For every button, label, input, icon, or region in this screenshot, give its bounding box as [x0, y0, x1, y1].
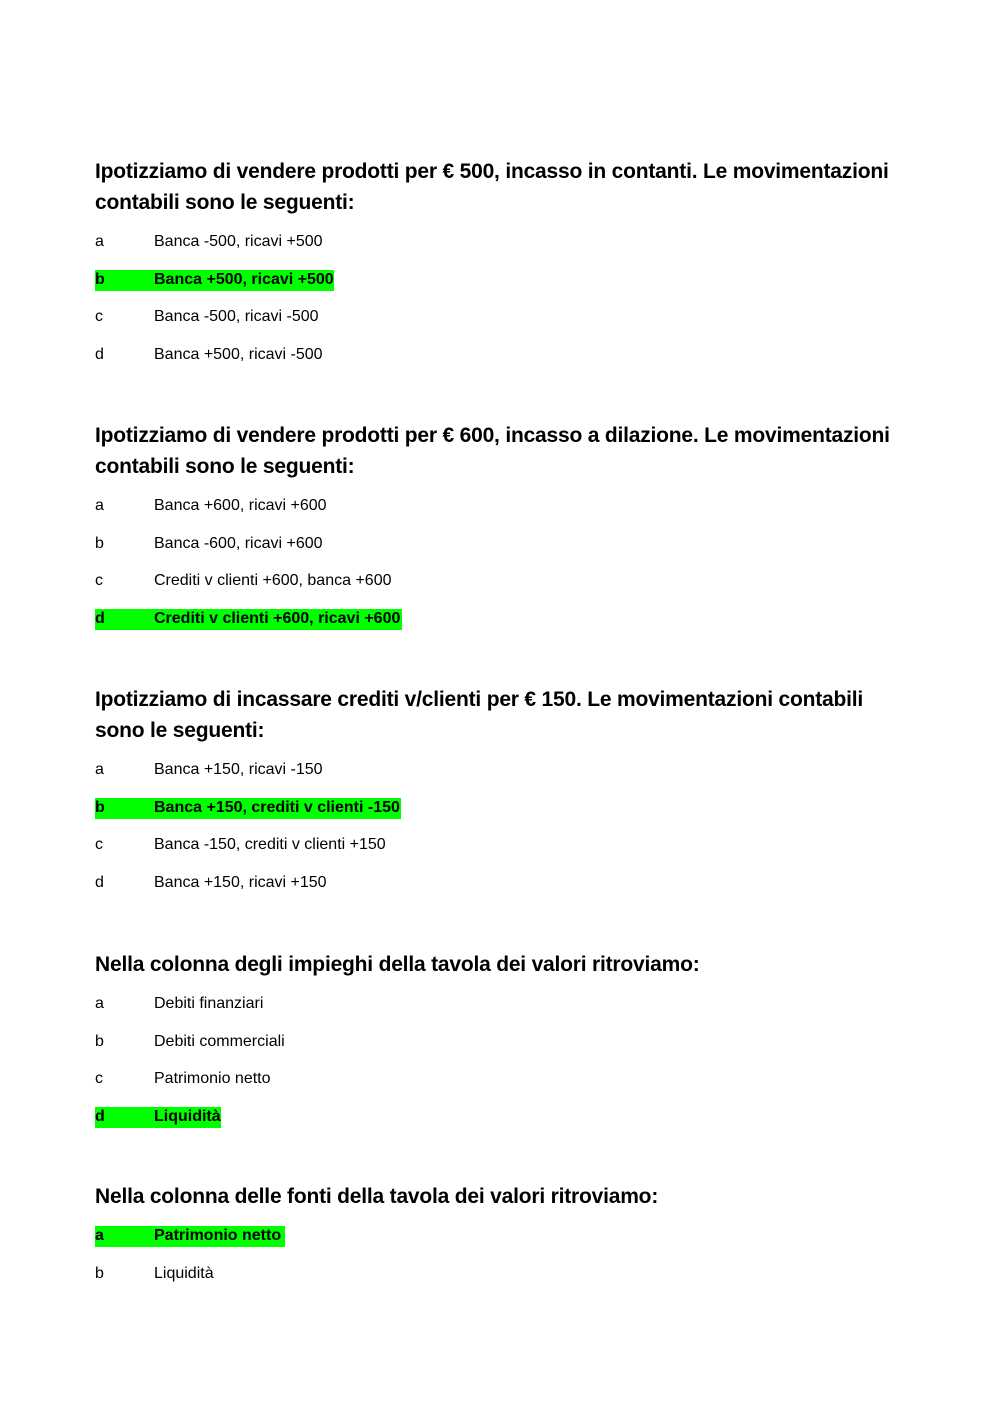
option-letter: c: [95, 1070, 103, 1088]
option-label: Banca +150, crediti v clienti -150: [154, 798, 400, 816]
option-letter: d: [95, 1108, 105, 1126]
option-label: Debiti commerciali: [154, 1032, 285, 1050]
option-c: [95, 1066, 915, 1092]
option-letter: b: [95, 534, 104, 552]
option-label: Banca -500, ricavi -500: [154, 308, 319, 326]
question-text: Ipotizziamo di vendere prodotti per € 600, incasso a dilazione. Le movimentazioni contabili sono le seguenti:: [95, 424, 890, 478]
question-4: [95, 949, 915, 1142]
option-label: Debiti finanziari: [154, 995, 264, 1012]
option-label: Patrimonio netto: [154, 1227, 282, 1244]
option-letter: b: [95, 1032, 104, 1050]
option-a: [95, 493, 915, 519]
option-b: [95, 1261, 915, 1287]
option-label: Liquidità: [154, 1264, 214, 1282]
option-a-correct: [95, 1223, 915, 1249]
option-a: [95, 991, 915, 1017]
option-letter: b: [95, 798, 105, 816]
option-letter: a: [95, 1227, 104, 1244]
question-text: Ipotizziamo di vendere prodotti per € 500, incasso in contanti. Le movimentazioni contabili sono le seguenti:: [95, 160, 889, 214]
option-d-correct: [95, 1104, 915, 1130]
option-label: Banca -500, ricavi +500: [154, 233, 323, 250]
option-letter: a: [95, 995, 104, 1012]
option-letter: b: [95, 1264, 104, 1282]
option-list: [95, 991, 915, 1130]
option-a: [95, 757, 915, 783]
question-text: Nella colonna degli impieghi della tavola dei valori ritroviamo:: [95, 953, 700, 976]
option-c: [95, 568, 915, 594]
option-label: Banca +150, ricavi +150: [154, 874, 327, 892]
option-letter: c: [95, 308, 103, 326]
question-2: [95, 420, 915, 644]
option-b-correct: [95, 795, 915, 821]
option-label: Crediti v clienti +600, banca +600: [154, 572, 392, 590]
option-label: Banca +600, ricavi +600: [154, 497, 327, 514]
option-letter: d: [95, 610, 105, 628]
option-label: Banca +150, ricavi -150: [154, 761, 323, 778]
option-letter: a: [95, 233, 104, 250]
option-d-correct: [95, 606, 915, 632]
option-letter: d: [95, 346, 104, 364]
option-letter: a: [95, 761, 104, 778]
question-3: [95, 684, 915, 908]
option-list: [95, 1223, 915, 1287]
option-letter: d: [95, 874, 104, 892]
question-1: [95, 156, 915, 380]
option-label: Banca -600, ricavi +600: [154, 534, 323, 552]
option-d: [95, 342, 915, 368]
option-c: [95, 304, 915, 330]
option-d: [95, 870, 915, 896]
option-c: [95, 832, 915, 858]
option-label: Patrimonio netto: [154, 1070, 271, 1088]
question-text: Nella colonna delle fonti della tavola dei valori ritroviamo:: [95, 1185, 659, 1208]
option-label: Banca -150, crediti v clienti +150: [154, 836, 386, 854]
option-letter: a: [95, 497, 104, 514]
option-list: [95, 493, 915, 632]
option-label: Liquidità: [154, 1108, 221, 1126]
question-text: Ipotizziamo di incassare crediti v/clienti per € 150. Le movimentazioni contabili sono le seguenti:: [95, 688, 864, 742]
option-letter: b: [95, 270, 105, 288]
option-b: [95, 1029, 915, 1055]
question-5: [95, 1181, 915, 1298]
option-list: [95, 229, 915, 368]
option-letter: c: [95, 572, 103, 590]
option-a: [95, 229, 915, 255]
option-b: [95, 531, 915, 557]
option-b-correct: [95, 267, 915, 293]
option-label: Banca +500, ricavi -500: [154, 346, 323, 364]
option-letter: c: [95, 836, 103, 854]
option-list: [95, 757, 915, 896]
option-label: Crediti v clienti +600, ricavi +600: [154, 610, 401, 628]
option-label: Banca +500, ricavi +500: [154, 270, 334, 288]
